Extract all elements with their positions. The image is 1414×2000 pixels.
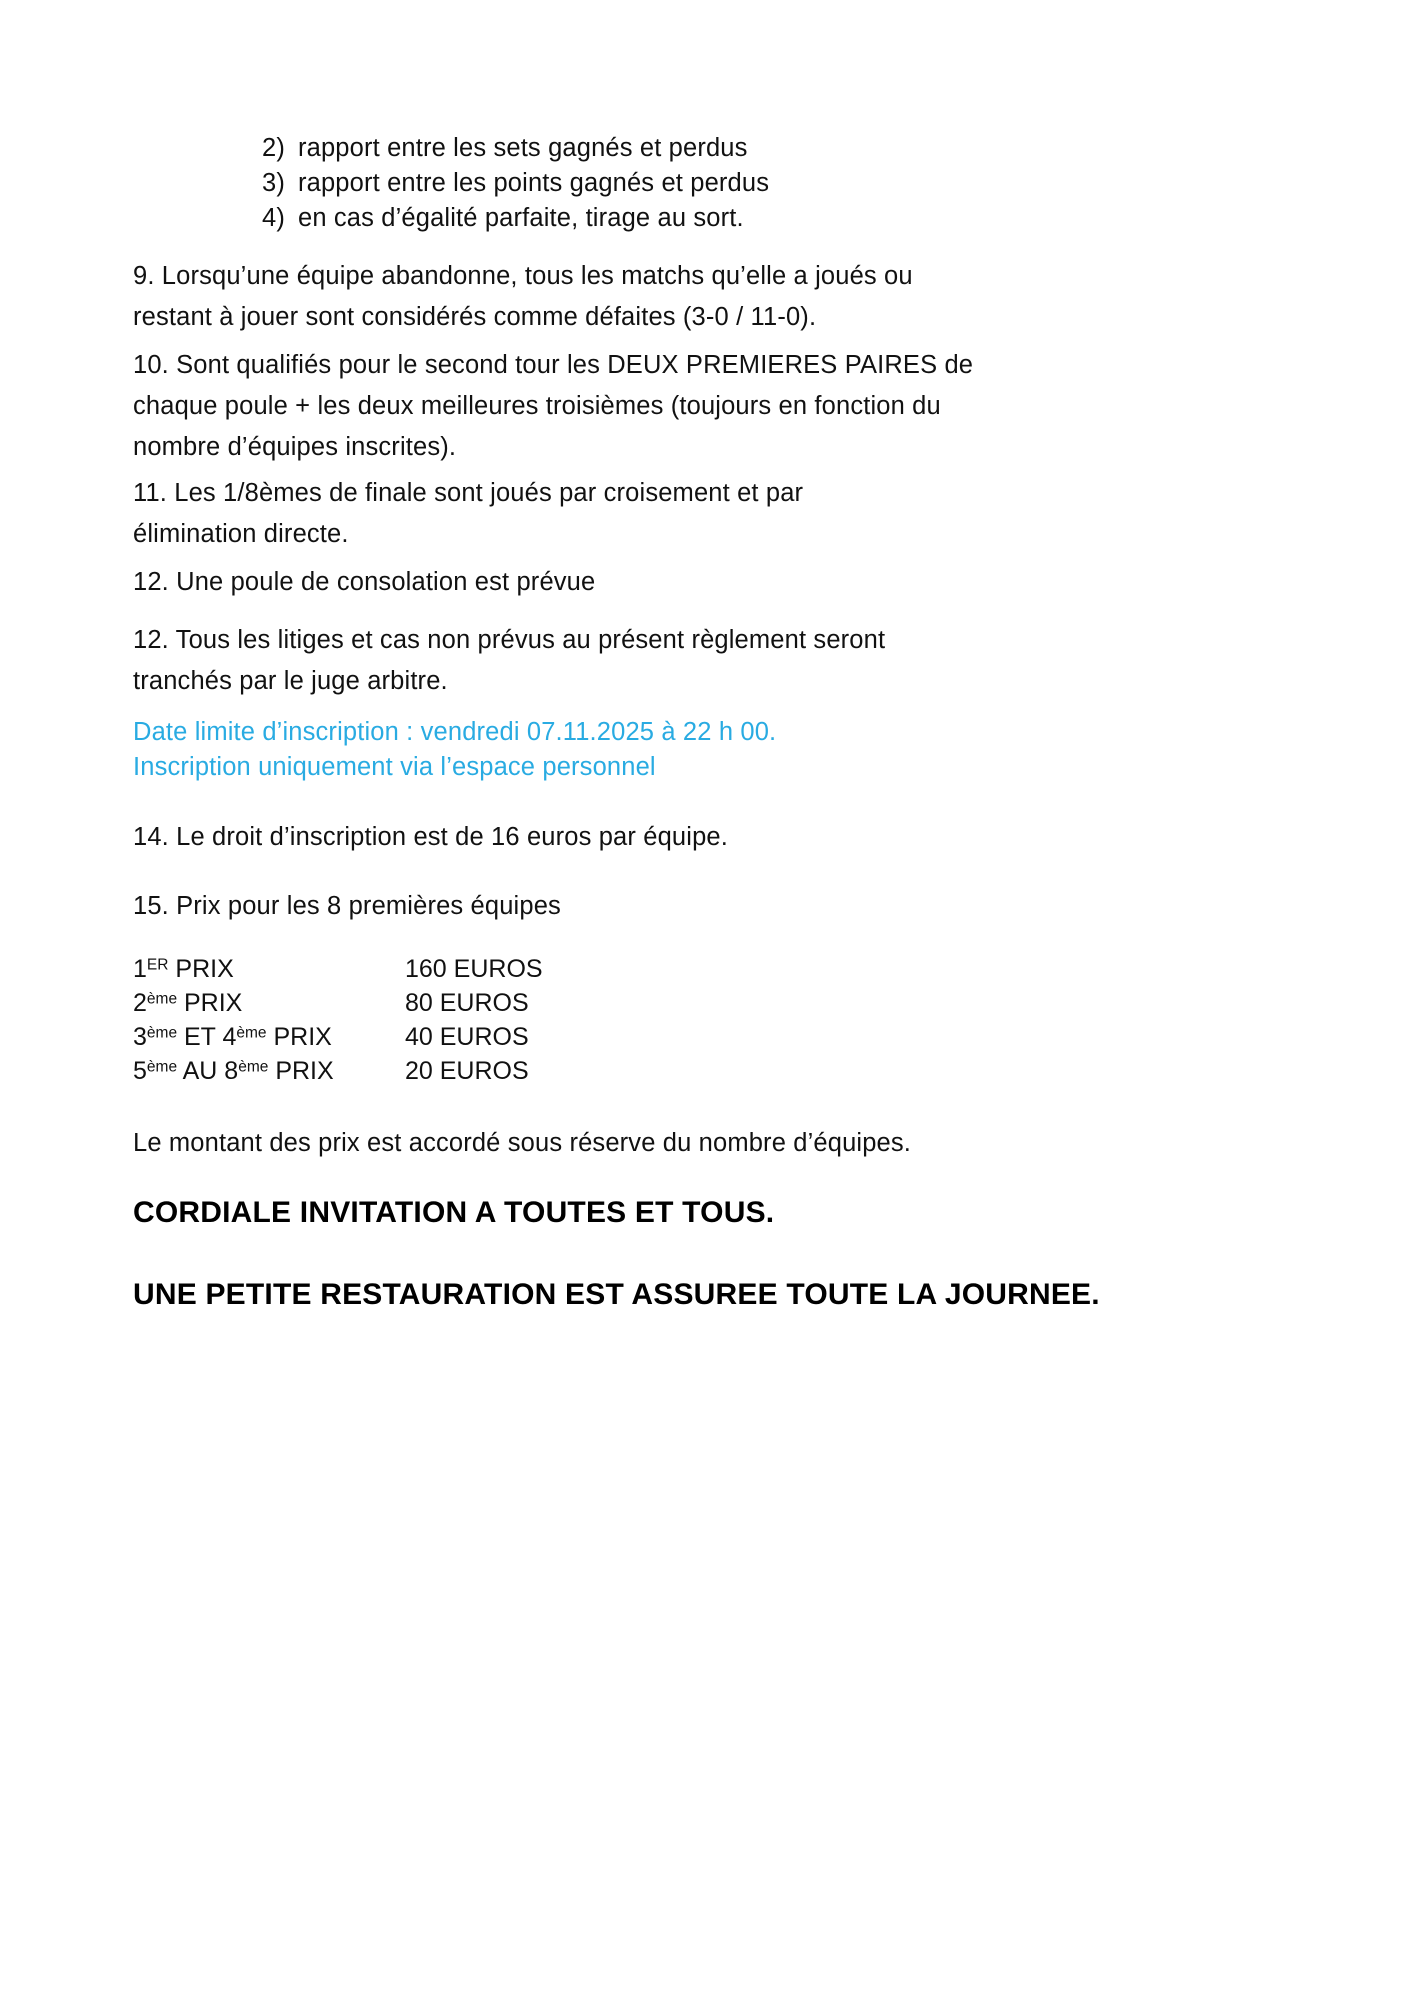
prize-rank-label <box>133 986 405 1020</box>
prize-rank-word: PRIX <box>177 989 243 1017</box>
prize-rank-number: 5 <box>133 1057 147 1085</box>
rule-paragraph-14: 14. Le droit d’inscription est de 16 euros par équipe. <box>133 823 728 851</box>
prize-rank-word: PRIX <box>268 1057 334 1085</box>
prize-rank-word: PRIX <box>266 1023 332 1051</box>
prize-rank-label <box>133 1054 405 1088</box>
registration-method: Inscription uniquement via l’espace personnel <box>133 753 656 781</box>
table-row <box>133 1020 653 1054</box>
prize-rank-suffix: ER <box>146 956 169 974</box>
prize-amount: 160 EUROS <box>405 955 543 983</box>
list-item <box>262 166 1162 201</box>
table-row <box>133 1054 653 1088</box>
rule-paragraph-10: 10. Sont qualifiés pour le second tour les DEUX PREMIERES PAIRES de chaque poule + les deux meilleures troisièmes (toujours en fonction du nombre d’équipes inscrites). <box>133 351 974 461</box>
closing-invitation-heading: CORDIALE INVITATION A TOUTES ET TOUS. <box>133 1196 775 1229</box>
table-row <box>133 986 653 1020</box>
list-item <box>262 201 1162 236</box>
prize-table <box>133 952 653 1088</box>
prize-rank-suffix: ème <box>146 1024 178 1042</box>
rule-paragraph-15: 15. Prix pour les 8 premières équipes <box>133 892 561 920</box>
prize-rank-number: 1 <box>133 955 147 983</box>
list-item-number: 2) <box>262 134 285 162</box>
rule-paragraph-9: 9. Lorsqu’une équipe abandonne, tous les matchs qu’elle a joués ou restant à jouer sont considérés comme défaites (3-0 / 11-0). <box>133 262 913 331</box>
prize-rank-word: PRIX <box>168 955 234 983</box>
prize-rank-connector: ET 4 <box>177 1023 237 1051</box>
list-item-number: 4) <box>262 204 285 232</box>
prize-rank-suffix-2: ème <box>238 1058 269 1076</box>
list-item-label: rapport entre les points gagnés et perdus <box>298 169 770 197</box>
list-item-label: rapport entre les sets gagnés et perdus <box>298 134 748 162</box>
prize-rank-number: 2 <box>133 989 147 1017</box>
list-item-number: 3) <box>262 169 285 197</box>
list-item <box>262 131 1162 166</box>
prize-amount: 80 EUROS <box>405 989 529 1017</box>
list-item-label: en cas d’égalité parfaite, tirage au sort. <box>298 204 744 232</box>
prize-amount: 20 EUROS <box>405 1057 529 1085</box>
rule-paragraph-12b: 12. Tous les litiges et cas non prévus au présent règlement seront tranchés par le juge arbitre. <box>133 626 886 695</box>
rule-paragraph-12a: 12. Une poule de consolation est prévue <box>133 568 596 596</box>
prize-rank-number: 3 <box>133 1023 147 1051</box>
prize-rank-suffix: ème <box>146 1058 178 1076</box>
rule-paragraph-11: 11. Les 1/8èmes de finale sont joués par croisement et par élimination directe. <box>133 479 804 548</box>
prize-rank-label <box>133 952 405 986</box>
tiebreak-sublist <box>262 131 1162 236</box>
closing-catering-heading: UNE PETITE RESTAURATION EST ASSUREE TOUTE LA JOURNEE. <box>133 1278 1100 1311</box>
table-row <box>133 952 653 986</box>
prize-rank-label <box>133 1020 405 1054</box>
prize-reserve-note: Le montant des prix est accordé sous réserve du nombre d’équipes. <box>133 1129 912 1157</box>
prize-amount: 40 EUROS <box>405 1023 529 1051</box>
prize-rank-connector: AU 8 <box>177 1057 239 1085</box>
prize-rank-suffix: ème <box>146 990 178 1008</box>
prize-rank-suffix-2: ème <box>236 1024 267 1042</box>
registration-deadline: Date limite d’inscription : vendredi 07.11.2025 à 22 h 00. <box>133 718 777 746</box>
